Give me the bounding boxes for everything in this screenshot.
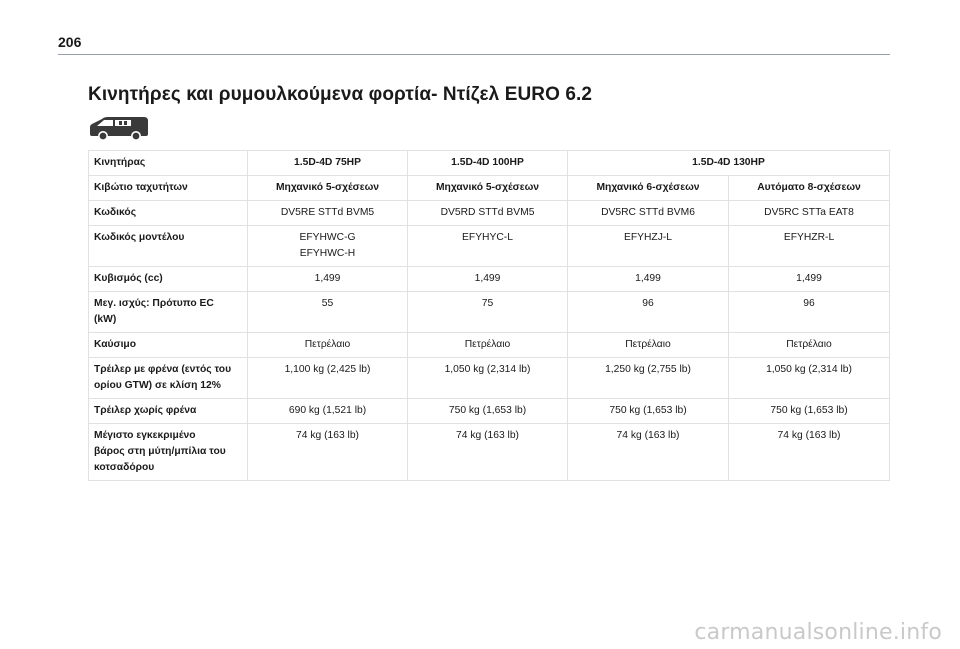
table-cell: EFYHYC-L: [408, 226, 568, 267]
table-row: [89, 176, 890, 201]
table-cell: Μηχανικό 6-σχέσεων: [568, 176, 729, 201]
label-line: βάρος στη μύτη/μπίλια του: [94, 446, 226, 457]
table-cell: Πετρέλαιο: [729, 333, 890, 358]
table-cell: 1,499: [568, 267, 729, 292]
table-row: [89, 424, 890, 481]
label-line: κοτσαδόρου: [94, 462, 155, 473]
table-row: [89, 399, 890, 424]
table-row: [89, 226, 890, 267]
table-row: [89, 358, 890, 399]
table-cell: Μηχανικό 5-σχέσεων: [408, 176, 568, 201]
table-row: [89, 267, 890, 292]
table-cell: 96: [729, 292, 890, 333]
row-label: Τρέιλερ χωρίς φρένα: [89, 399, 248, 424]
table-cell: Πετρέλαιο: [568, 333, 729, 358]
table-cell: Αυτόματο 8-σχέσεων: [729, 176, 890, 201]
table-cell: 1,499: [248, 267, 408, 292]
header-engine-75hp: 1.5D-4D 75HP: [248, 151, 408, 176]
cell-line: EFYHWC-H: [299, 248, 356, 259]
row-label: Κωδικός: [89, 201, 248, 226]
table-cell: 74 kg (163 lb): [408, 424, 568, 481]
table-cell: 1,050 kg (2,314 lb): [408, 358, 568, 399]
table-cell: 1,100 kg (2,425 lb): [248, 358, 408, 399]
row-label: [89, 292, 248, 333]
label-line: Τρέιλερ με φρένα (εντός του: [94, 364, 232, 375]
cell-line: EFYHWC-G: [299, 232, 356, 243]
table-cell: DV5RE STTd BVM5: [248, 201, 408, 226]
table-cell: 1,050 kg (2,314 lb): [729, 358, 890, 399]
table-cell: 1,499: [408, 267, 568, 292]
table-cell: 750 kg (1,653 lb): [729, 399, 890, 424]
van-side-view-icon: [88, 114, 152, 142]
table-cell: [248, 226, 408, 267]
label-line: (kW): [94, 314, 117, 325]
page-title: Κινητήρες και ρυμουλκούμενα φορτία- Ντίζελ EURO 6.2: [88, 84, 593, 105]
table-row: [89, 333, 890, 358]
table-cell: EFYHZR-L: [729, 226, 890, 267]
table-cell: 96: [568, 292, 729, 333]
table-cell: Πετρέλαιο: [248, 333, 408, 358]
watermark: carmanualsonline.info: [694, 620, 942, 645]
table-row: [89, 201, 890, 226]
table-cell: 75: [408, 292, 568, 333]
table-cell: 1,499: [729, 267, 890, 292]
table-cell: DV5RD STTd BVM5: [408, 201, 568, 226]
page-number: 206: [58, 34, 82, 50]
row-label: Κυβισμός (cc): [89, 267, 248, 292]
table-cell: Πετρέλαιο: [408, 333, 568, 358]
table-cell: 55: [248, 292, 408, 333]
table-cell: DV5RC STTa EAT8: [729, 201, 890, 226]
label-line: Μέγιστο εγκεκριμένο: [94, 430, 196, 441]
header-divider: [58, 54, 890, 55]
row-label: [89, 424, 248, 481]
table-cell: 74 kg (163 lb): [248, 424, 408, 481]
label-line: ορίου GTW) σε κλίση 12%: [94, 380, 221, 391]
engine-spec-table: [88, 150, 890, 481]
table-cell: EFYHZJ-L: [568, 226, 729, 267]
header-engine-label: Κινητήρας: [89, 151, 248, 176]
row-label: [89, 358, 248, 399]
label-line: Μεγ. ισχύς: Πρότυπο EC: [94, 298, 214, 309]
table-cell: 1,250 kg (2,755 lb): [568, 358, 729, 399]
table-cell: 750 kg (1,653 lb): [568, 399, 729, 424]
table-cell: 74 kg (163 lb): [729, 424, 890, 481]
table-cell: 690 kg (1,521 lb): [248, 399, 408, 424]
row-label: Καύσιμο: [89, 333, 248, 358]
table-row: [89, 292, 890, 333]
row-label: Κιβώτιο ταχυτήτων: [89, 176, 248, 201]
header-engine-100hp: 1.5D-4D 100HP: [408, 151, 568, 176]
table-cell: DV5RC STTd BVM6: [568, 201, 729, 226]
row-label: Κωδικός μοντέλου: [89, 226, 248, 267]
table-cell: Μηχανικό 5-σχέσεων: [248, 176, 408, 201]
table-cell: 750 kg (1,653 lb): [408, 399, 568, 424]
header-engine-130hp: 1.5D-4D 130HP: [568, 151, 890, 176]
table-cell: 74 kg (163 lb): [568, 424, 729, 481]
table-header-row: [89, 151, 890, 176]
